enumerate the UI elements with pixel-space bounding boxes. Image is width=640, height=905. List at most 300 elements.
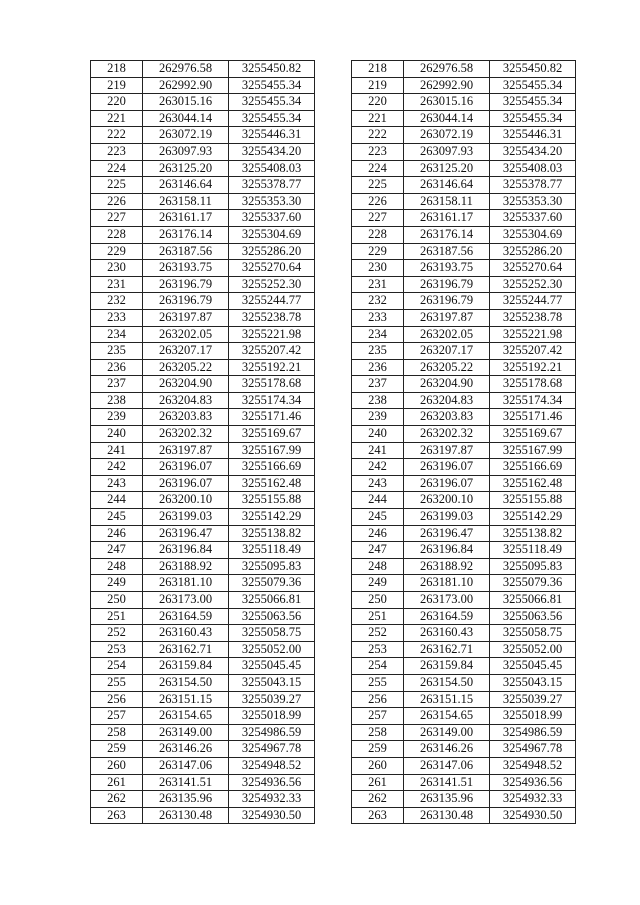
x-coordinate-cell: 263044.14 — [143, 110, 229, 127]
table-row — [352, 293, 576, 310]
table-row — [352, 110, 576, 127]
y-coordinate-cell: 3255434.20 — [490, 143, 576, 160]
table-row — [352, 426, 576, 443]
y-coordinate-cell: 3255063.56 — [490, 608, 576, 625]
table-row — [91, 641, 315, 658]
x-coordinate-cell: 263202.32 — [404, 426, 490, 443]
y-coordinate-cell: 3255162.48 — [229, 475, 315, 492]
point-id-cell: 259 — [91, 741, 143, 758]
point-id-cell: 231 — [352, 276, 404, 293]
x-coordinate-cell: 263197.87 — [404, 442, 490, 459]
x-coordinate-cell: 263130.48 — [143, 807, 229, 824]
point-id-cell: 241 — [91, 442, 143, 459]
y-coordinate-cell: 3255455.34 — [490, 110, 576, 127]
x-coordinate-cell: 263193.75 — [143, 260, 229, 277]
point-id-cell: 228 — [91, 226, 143, 243]
point-id-cell: 249 — [352, 575, 404, 592]
y-coordinate-cell: 3255155.88 — [490, 492, 576, 509]
table-row — [352, 525, 576, 542]
point-id-cell: 236 — [91, 359, 143, 376]
point-id-cell: 257 — [352, 708, 404, 725]
table-row — [91, 674, 315, 691]
x-coordinate-cell: 263173.00 — [143, 592, 229, 609]
y-coordinate-cell: 3255450.82 — [229, 61, 315, 78]
x-coordinate-cell: 263151.15 — [404, 691, 490, 708]
point-id-cell: 218 — [352, 61, 404, 78]
point-id-cell: 260 — [352, 757, 404, 774]
point-id-cell: 237 — [352, 376, 404, 393]
x-coordinate-cell: 263202.05 — [404, 326, 490, 343]
y-coordinate-cell: 3254932.33 — [229, 791, 315, 808]
x-coordinate-cell: 263188.92 — [143, 558, 229, 575]
point-id-cell: 263 — [91, 807, 143, 824]
table-row — [352, 193, 576, 210]
table-row — [352, 575, 576, 592]
y-coordinate-cell: 3255045.45 — [490, 658, 576, 675]
y-coordinate-cell: 3255043.15 — [229, 674, 315, 691]
y-coordinate-cell: 3255063.56 — [229, 608, 315, 625]
point-id-cell: 223 — [91, 143, 143, 160]
x-coordinate-cell: 263164.59 — [404, 608, 490, 625]
table-row — [352, 226, 576, 243]
table-row — [352, 625, 576, 642]
point-id-cell: 233 — [352, 309, 404, 326]
y-coordinate-cell: 3255286.20 — [490, 243, 576, 260]
x-coordinate-cell: 263205.22 — [404, 359, 490, 376]
table-row — [91, 77, 315, 94]
point-id-cell: 252 — [352, 625, 404, 642]
x-coordinate-cell: 263141.51 — [404, 774, 490, 791]
point-id-cell: 248 — [352, 558, 404, 575]
x-coordinate-cell: 263146.64 — [143, 177, 229, 194]
y-coordinate-cell: 3255118.49 — [229, 542, 315, 559]
x-coordinate-cell: 263072.19 — [404, 127, 490, 144]
point-id-cell: 219 — [352, 77, 404, 94]
table-row — [91, 608, 315, 625]
y-coordinate-cell: 3255095.83 — [229, 558, 315, 575]
table-row — [91, 757, 315, 774]
point-id-cell: 218 — [91, 61, 143, 78]
y-coordinate-cell: 3254967.78 — [229, 741, 315, 758]
point-id-cell: 228 — [352, 226, 404, 243]
y-coordinate-cell: 3254986.59 — [229, 724, 315, 741]
point-id-cell: 253 — [352, 641, 404, 658]
table-row — [91, 392, 315, 409]
y-coordinate-cell: 3255171.46 — [490, 409, 576, 426]
point-id-cell: 260 — [91, 757, 143, 774]
table-row — [91, 359, 315, 376]
table-row — [352, 376, 576, 393]
x-coordinate-cell: 263146.26 — [404, 741, 490, 758]
y-coordinate-cell: 3255079.36 — [490, 575, 576, 592]
point-id-cell: 251 — [91, 608, 143, 625]
x-coordinate-cell: 263154.65 — [143, 708, 229, 725]
table-row — [352, 592, 576, 609]
x-coordinate-cell: 263158.11 — [143, 193, 229, 210]
x-coordinate-cell: 263176.14 — [143, 226, 229, 243]
y-coordinate-cell: 3255178.68 — [229, 376, 315, 393]
table-row — [91, 61, 315, 78]
y-coordinate-cell: 3255446.31 — [490, 127, 576, 144]
table-row — [352, 774, 576, 791]
table-row — [352, 724, 576, 741]
y-coordinate-cell: 3255166.69 — [490, 459, 576, 476]
x-coordinate-cell: 263097.93 — [404, 143, 490, 160]
x-coordinate-cell: 263199.03 — [404, 509, 490, 526]
table-row — [91, 260, 315, 277]
y-coordinate-cell: 3254986.59 — [490, 724, 576, 741]
y-coordinate-cell: 3255138.82 — [229, 525, 315, 542]
x-coordinate-cell: 263196.07 — [143, 459, 229, 476]
y-coordinate-cell: 3255039.27 — [490, 691, 576, 708]
y-coordinate-cell: 3255169.67 — [490, 426, 576, 443]
point-id-cell: 233 — [91, 309, 143, 326]
point-id-cell: 255 — [91, 674, 143, 691]
point-id-cell: 243 — [352, 475, 404, 492]
x-coordinate-cell: 263044.14 — [404, 110, 490, 127]
x-coordinate-cell: 263181.10 — [404, 575, 490, 592]
y-coordinate-cell: 3255018.99 — [229, 708, 315, 725]
y-coordinate-cell: 3255045.45 — [229, 658, 315, 675]
x-coordinate-cell: 263162.71 — [404, 641, 490, 658]
point-id-cell: 230 — [91, 260, 143, 277]
table-row — [352, 276, 576, 293]
y-coordinate-cell: 3255207.42 — [229, 343, 315, 360]
y-coordinate-cell: 3254930.50 — [490, 807, 576, 824]
point-id-cell: 243 — [91, 475, 143, 492]
table-row — [91, 409, 315, 426]
y-coordinate-cell: 3254936.56 — [229, 774, 315, 791]
point-id-cell: 262 — [91, 791, 143, 808]
table-row — [91, 691, 315, 708]
x-coordinate-cell: 263162.71 — [143, 641, 229, 658]
table-row — [352, 61, 576, 78]
x-coordinate-cell: 263147.06 — [404, 757, 490, 774]
point-id-cell: 261 — [91, 774, 143, 791]
point-id-cell: 225 — [91, 177, 143, 194]
x-coordinate-cell: 263141.51 — [143, 774, 229, 791]
point-id-cell: 249 — [91, 575, 143, 592]
table-row — [91, 426, 315, 443]
y-coordinate-cell: 3254936.56 — [490, 774, 576, 791]
point-id-cell: 227 — [352, 210, 404, 227]
table-row — [91, 625, 315, 642]
y-coordinate-cell: 3255142.29 — [490, 509, 576, 526]
x-coordinate-cell: 263130.48 — [404, 807, 490, 824]
table-row — [91, 492, 315, 509]
point-id-cell: 245 — [352, 509, 404, 526]
y-coordinate-cell: 3254932.33 — [490, 791, 576, 808]
table-row — [91, 741, 315, 758]
y-coordinate-cell: 3255052.00 — [229, 641, 315, 658]
point-id-cell: 247 — [352, 542, 404, 559]
point-id-cell: 261 — [352, 774, 404, 791]
x-coordinate-cell: 263199.03 — [143, 509, 229, 526]
x-coordinate-cell: 263207.17 — [143, 343, 229, 360]
x-coordinate-cell: 263196.07 — [404, 459, 490, 476]
point-id-cell: 239 — [352, 409, 404, 426]
table-row — [352, 459, 576, 476]
x-coordinate-cell: 263204.83 — [143, 392, 229, 409]
table-row — [91, 575, 315, 592]
table-row — [352, 791, 576, 808]
table-row — [91, 525, 315, 542]
y-coordinate-cell: 3255434.20 — [229, 143, 315, 160]
y-coordinate-cell: 3254930.50 — [229, 807, 315, 824]
y-coordinate-cell: 3255221.98 — [229, 326, 315, 343]
table-row — [352, 94, 576, 111]
point-id-cell: 238 — [352, 392, 404, 409]
table-row — [91, 193, 315, 210]
point-id-cell: 253 — [91, 641, 143, 658]
point-id-cell: 238 — [91, 392, 143, 409]
x-coordinate-cell: 263135.96 — [404, 791, 490, 808]
y-coordinate-cell: 3255066.81 — [490, 592, 576, 609]
y-coordinate-cell: 3255337.60 — [229, 210, 315, 227]
table-row — [352, 641, 576, 658]
y-coordinate-cell: 3255378.77 — [229, 177, 315, 194]
point-id-cell: 256 — [352, 691, 404, 708]
y-coordinate-cell: 3255353.30 — [490, 193, 576, 210]
point-id-cell: 229 — [91, 243, 143, 260]
point-id-cell: 236 — [352, 359, 404, 376]
table-row — [91, 774, 315, 791]
table-row — [91, 658, 315, 675]
x-coordinate-cell: 263188.92 — [404, 558, 490, 575]
x-coordinate-cell: 263072.19 — [143, 127, 229, 144]
y-coordinate-cell: 3255304.69 — [490, 226, 576, 243]
table-row — [352, 260, 576, 277]
point-id-cell: 222 — [352, 127, 404, 144]
y-coordinate-cell: 3255455.34 — [490, 94, 576, 111]
point-id-cell: 259 — [352, 741, 404, 758]
point-id-cell: 227 — [91, 210, 143, 227]
y-coordinate-cell: 3254967.78 — [490, 741, 576, 758]
table-row — [352, 509, 576, 526]
point-id-cell: 221 — [91, 110, 143, 127]
table-row — [352, 542, 576, 559]
y-coordinate-cell: 3255353.30 — [229, 193, 315, 210]
coordinate-table-right-body — [352, 61, 576, 824]
table-row — [352, 558, 576, 575]
x-coordinate-cell: 263181.10 — [143, 575, 229, 592]
x-coordinate-cell: 263204.90 — [404, 376, 490, 393]
y-coordinate-cell: 3255018.99 — [490, 708, 576, 725]
table-row — [91, 592, 315, 609]
y-coordinate-cell: 3255079.36 — [229, 575, 315, 592]
point-id-cell: 231 — [91, 276, 143, 293]
x-coordinate-cell: 262992.90 — [404, 77, 490, 94]
table-row — [352, 442, 576, 459]
table-row — [352, 359, 576, 376]
point-id-cell: 219 — [91, 77, 143, 94]
y-coordinate-cell: 3255450.82 — [490, 61, 576, 78]
x-coordinate-cell: 263197.87 — [143, 442, 229, 459]
y-coordinate-cell: 3255304.69 — [229, 226, 315, 243]
y-coordinate-cell: 3255095.83 — [490, 558, 576, 575]
x-coordinate-cell: 263202.32 — [143, 426, 229, 443]
x-coordinate-cell: 263151.15 — [143, 691, 229, 708]
x-coordinate-cell: 263203.83 — [404, 409, 490, 426]
table-row — [91, 791, 315, 808]
y-coordinate-cell: 3255138.82 — [490, 525, 576, 542]
point-id-cell: 230 — [352, 260, 404, 277]
x-coordinate-cell: 263125.20 — [143, 160, 229, 177]
point-id-cell: 235 — [352, 343, 404, 360]
y-coordinate-cell: 3255252.30 — [490, 276, 576, 293]
x-coordinate-cell: 263160.43 — [143, 625, 229, 642]
table-row — [352, 210, 576, 227]
table-row — [352, 309, 576, 326]
y-coordinate-cell: 3255043.15 — [490, 674, 576, 691]
point-id-cell: 256 — [91, 691, 143, 708]
point-id-cell: 220 — [352, 94, 404, 111]
x-coordinate-cell: 263147.06 — [143, 757, 229, 774]
y-coordinate-cell: 3255238.78 — [490, 309, 576, 326]
y-coordinate-cell: 3255378.77 — [490, 177, 576, 194]
table-row — [352, 608, 576, 625]
y-coordinate-cell: 3255169.67 — [229, 426, 315, 443]
table-row — [91, 143, 315, 160]
point-id-cell: 240 — [91, 426, 143, 443]
y-coordinate-cell: 3255174.34 — [229, 392, 315, 409]
x-coordinate-cell: 263196.79 — [404, 293, 490, 310]
x-coordinate-cell: 263196.47 — [143, 525, 229, 542]
x-coordinate-cell: 263196.07 — [404, 475, 490, 492]
y-coordinate-cell: 3255244.77 — [229, 293, 315, 310]
x-coordinate-cell: 263154.50 — [404, 674, 490, 691]
x-coordinate-cell: 263149.00 — [404, 724, 490, 741]
table-row — [91, 293, 315, 310]
x-coordinate-cell: 263204.90 — [143, 376, 229, 393]
x-coordinate-cell: 263125.20 — [404, 160, 490, 177]
x-coordinate-cell: 263161.17 — [143, 210, 229, 227]
point-id-cell: 222 — [91, 127, 143, 144]
y-coordinate-cell: 3255408.03 — [229, 160, 315, 177]
point-id-cell: 229 — [352, 243, 404, 260]
point-id-cell: 251 — [352, 608, 404, 625]
table-row — [352, 475, 576, 492]
point-id-cell: 247 — [91, 542, 143, 559]
x-coordinate-cell: 263200.10 — [143, 492, 229, 509]
table-row — [91, 110, 315, 127]
table-row — [352, 177, 576, 194]
y-coordinate-cell: 3255192.21 — [490, 359, 576, 376]
x-coordinate-cell: 263173.00 — [404, 592, 490, 609]
point-id-cell: 242 — [91, 459, 143, 476]
x-coordinate-cell: 263196.07 — [143, 475, 229, 492]
x-coordinate-cell: 263196.79 — [143, 276, 229, 293]
table-row — [91, 160, 315, 177]
table-row — [91, 459, 315, 476]
x-coordinate-cell: 263158.11 — [404, 193, 490, 210]
y-coordinate-cell: 3255337.60 — [490, 210, 576, 227]
y-coordinate-cell: 3255270.64 — [229, 260, 315, 277]
y-coordinate-cell: 3255207.42 — [490, 343, 576, 360]
x-coordinate-cell: 263154.65 — [404, 708, 490, 725]
table-row — [352, 77, 576, 94]
table-row — [352, 409, 576, 426]
table-row — [91, 309, 315, 326]
point-id-cell: 257 — [91, 708, 143, 725]
table-row — [352, 741, 576, 758]
table-row — [91, 558, 315, 575]
y-coordinate-cell: 3255408.03 — [490, 160, 576, 177]
y-coordinate-cell: 3255238.78 — [229, 309, 315, 326]
table-row — [91, 708, 315, 725]
table-row — [91, 509, 315, 526]
table-row — [352, 392, 576, 409]
table-row — [91, 442, 315, 459]
y-coordinate-cell: 3255455.34 — [229, 77, 315, 94]
point-id-cell: 244 — [91, 492, 143, 509]
table-row — [91, 343, 315, 360]
table-row — [352, 674, 576, 691]
point-id-cell: 232 — [91, 293, 143, 310]
y-coordinate-cell: 3255455.34 — [229, 110, 315, 127]
x-coordinate-cell: 263187.56 — [143, 243, 229, 260]
x-coordinate-cell: 263197.87 — [143, 309, 229, 326]
table-row — [91, 376, 315, 393]
x-coordinate-cell: 263176.14 — [404, 226, 490, 243]
table-row — [352, 691, 576, 708]
x-coordinate-cell: 263205.22 — [143, 359, 229, 376]
point-id-cell: 232 — [352, 293, 404, 310]
x-coordinate-cell: 262976.58 — [404, 61, 490, 78]
coordinate-table-left — [90, 60, 315, 824]
y-coordinate-cell: 3255058.75 — [490, 625, 576, 642]
y-coordinate-cell: 3254948.52 — [229, 757, 315, 774]
x-coordinate-cell: 263200.10 — [404, 492, 490, 509]
table-row — [352, 658, 576, 675]
y-coordinate-cell: 3254948.52 — [490, 757, 576, 774]
table-row — [352, 708, 576, 725]
point-id-cell: 244 — [352, 492, 404, 509]
point-id-cell: 258 — [91, 724, 143, 741]
y-coordinate-cell: 3255174.34 — [490, 392, 576, 409]
x-coordinate-cell: 263187.56 — [404, 243, 490, 260]
table-row — [91, 724, 315, 741]
table-row — [352, 143, 576, 160]
table-row — [352, 326, 576, 343]
point-id-cell: 258 — [352, 724, 404, 741]
y-coordinate-cell: 3255455.34 — [490, 77, 576, 94]
table-row — [91, 276, 315, 293]
x-coordinate-cell: 263159.84 — [143, 658, 229, 675]
table-row — [352, 757, 576, 774]
table-row — [91, 127, 315, 144]
point-id-cell: 224 — [91, 160, 143, 177]
table-row — [91, 542, 315, 559]
y-coordinate-cell: 3255286.20 — [229, 243, 315, 260]
table-row — [91, 94, 315, 111]
point-id-cell: 226 — [352, 193, 404, 210]
point-id-cell: 250 — [352, 592, 404, 609]
y-coordinate-cell: 3255167.99 — [229, 442, 315, 459]
y-coordinate-cell: 3255446.31 — [229, 127, 315, 144]
x-coordinate-cell: 263202.05 — [143, 326, 229, 343]
coordinate-table-right — [351, 60, 576, 824]
x-coordinate-cell: 263196.84 — [404, 542, 490, 559]
y-coordinate-cell: 3255118.49 — [490, 542, 576, 559]
x-coordinate-cell: 263149.00 — [143, 724, 229, 741]
point-id-cell: 262 — [352, 791, 404, 808]
coordinate-table-left-body — [91, 61, 315, 824]
y-coordinate-cell: 3255167.99 — [490, 442, 576, 459]
table-row — [91, 326, 315, 343]
y-coordinate-cell: 3255166.69 — [229, 459, 315, 476]
y-coordinate-cell: 3255455.34 — [229, 94, 315, 111]
